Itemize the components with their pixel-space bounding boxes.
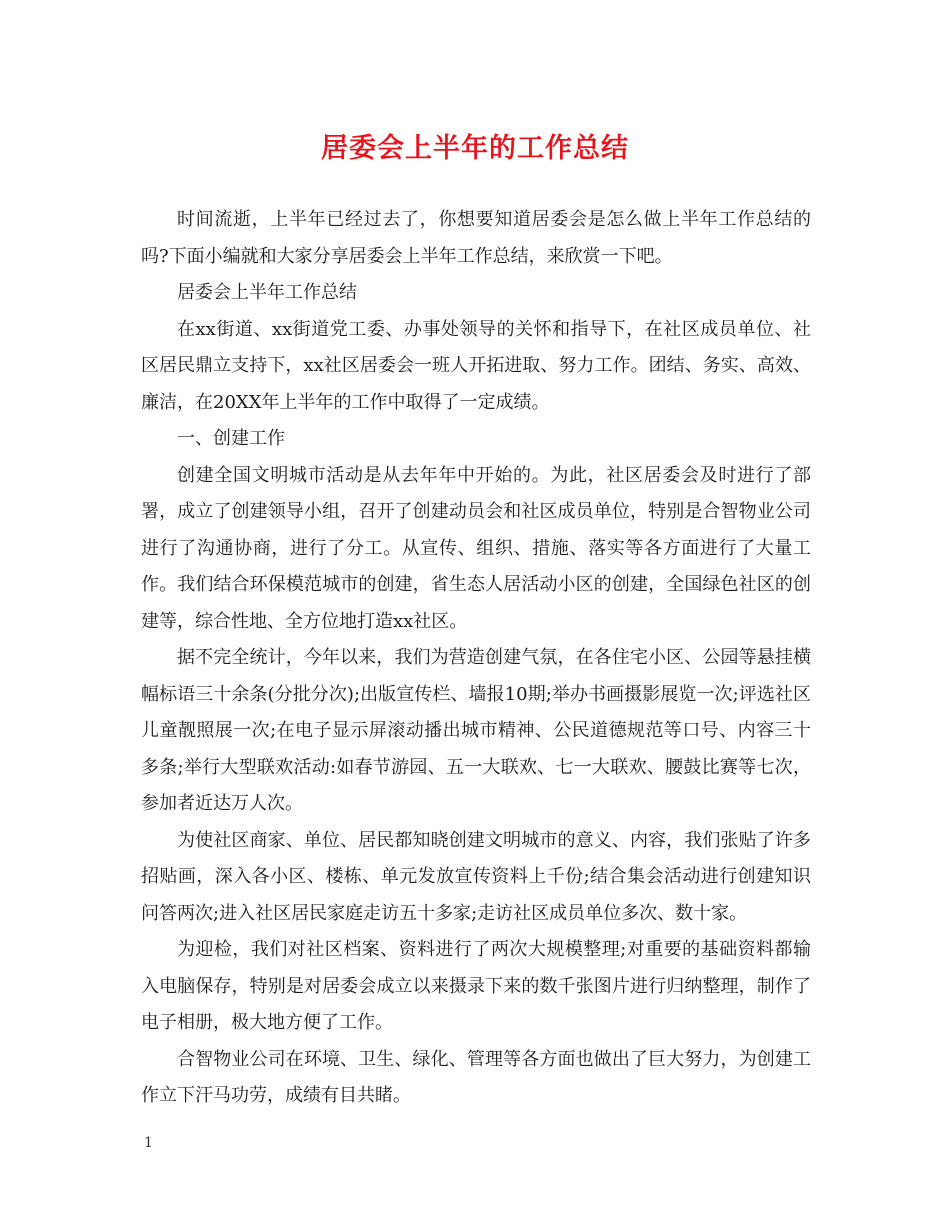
paragraph-inspection: 为迎检，我们对社区档案、资料进行了两次大规模整理;对重要的基础资料都输入电脑保存，特别是对居委会成立以来摄录下来的数千张图片进行归纳整理，制作了电子相册，极大地方便了工作。 [141, 939, 811, 1033]
paragraph-statistics: 据不完全统计，今年以来，我们为营造创建气氛，在各住宅小区、公园等悬挂横幅标语三十余条(分批分次);出版宣传栏、墙报10期;举办书画摄影展览一次;评选社区儿童靓照展一次;在电子显示屏滚动播出城市精神、公民道德规范等口号、内容三十多条;举行大型联欢活动:如春节游园、五一大联欢、七一大联欢、腰鼓比赛等七次，参加者近达万人次。 [141, 647, 811, 814]
document-body [141, 202, 811, 1115]
paragraph-subtitle: 居委会上半年工作总结 [177, 282, 357, 303]
paragraph-property: 合智物业公司在环境、卫生、绿化、管理等各方面也做出了巨大努力，为创建工作立下汗马功劳，成绩有目共睹。 [141, 1048, 811, 1106]
page-number: 1 [144, 1135, 153, 1151]
paragraph-creation: 创建全国文明城市活动是从去年年中开始的。为此，社区居委会及时进行了部署，成立了创建领导小组，召开了创建动员会和社区成员单位，特别是合智物业公司进行了沟通协商，进行了分工。从宣传、组织、措施、落实等各方面进行了大量工作。我们结合环保模范城市的创建，省生态人居活动小区的创建，全国绿色社区的创建等，综合性地、全方位地打造xx社区。 [141, 464, 811, 632]
paragraph-intro: 时间流逝，上半年已经过去了，你想要知道居委会是怎么做上半年工作总结的吗?下面小编就和大家分享居委会上半年工作总结，来欣赏一下吧。 [141, 209, 811, 267]
document-title: 居委会上半年的工作总结 [321, 133, 629, 164]
section-heading-creation: 一、创建工作 [177, 428, 285, 449]
paragraph-publicity: 为使社区商家、单位、居民都知晓创建文明城市的意义、内容，我们张贴了许多招贴画，深入各小区、楼栋、单元发放宣传资料上千份;结合集会活动进行创建知识问答两次;进入社区居民家庭走访五十多家;走访社区成员单位多次、数十家。 [141, 829, 811, 924]
paragraph-overview: 在xx街道、xx街道党工委、办事处领导的关怀和指导下，在社区成员单位、社区居民鼎立支持下，xx社区居委会一班人开拓进取、努力工作。团结、务实、高效、廉洁，在20XX年上半年的工作中取得了一定成绩。 [141, 318, 811, 413]
